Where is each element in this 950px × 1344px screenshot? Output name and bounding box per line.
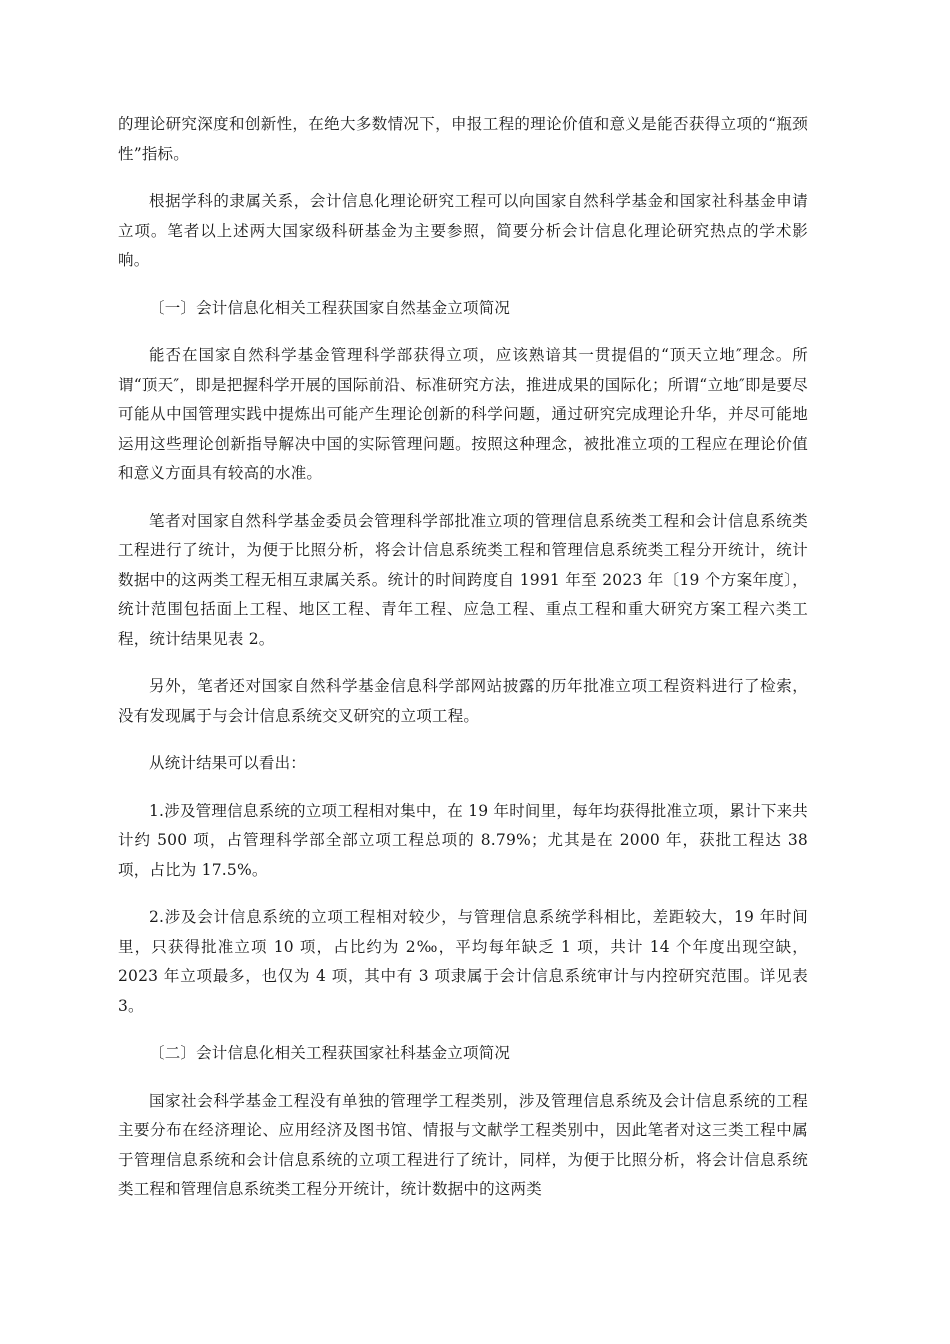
- paragraph-continuation: 的理论研究深度和创新性，在绝大多数情况下，申报工程的理论价值和意义是能否获得立项的“瓶颈性”指标。: [118, 115, 808, 163]
- paragraph-results-intro: 从统计结果可以看出：: [149, 754, 307, 772]
- section-heading-nsfc: 〔一〕会计信息化相关工程获国家自然基金立项简况: [149, 298, 511, 317]
- section-heading-nssf: 〔二〕会计信息化相关工程获国家社科基金立项简况: [149, 1044, 511, 1062]
- paragraph-nsfc-statistics: 笔者对国家自然科学基金委员会管理科学部批准立项的管理信息系统类工程和会计信息系统类工程进行了统计，为便于比照分析，将会计信息系统类工程和管理信息系统类工程分开统计，统计数据中的这两类工程无相互隶属关系。统计的时间跨度自 1991 年至 2023 年〔19 个方案年度〕，统计范围包括面上工程、地区工程、青年工程、应急工程、重点工程和重大研究方案工程六类工程，统计结果见表 2。: [118, 511, 808, 648]
- paragraph-funding-sources: 根据学科的隶属关系，会计信息化理论研究工程可以向国家自然科学基金和国家社科基金申请立项。笔者以上述两大国家级科研基金为主要参照，简要分析会计信息化理论研究热点的学术影响。: [118, 192, 808, 269]
- paragraph-info-science-search: 另外，笔者还对国家自然科学基金信息科学部网站披露的历年批准立项工程资料进行了检索，没有发现属于与会计信息系统交叉研究的立项工程。: [118, 677, 808, 725]
- document-page: [118, 110, 808, 1223]
- paragraph-nssf-statistics: 国家社会科学基金工程没有单独的管理学工程类别，涉及管理信息系统及会计信息系统的工程主要分布在经济理论、应用经济及图书馆、情报与文献学工程类别中，因此笔者对这三类工程中属于管理信息系统和会计信息系统的立项工程进行了统计，同样，为便于比照分析，将会计信息系统类工程和管理信息系统类工程分开统计，统计数据中的这两类: [118, 1091, 808, 1198]
- paragraph-finding-2: 2.涉及会计信息系统的立项工程相对较少，与管理信息系统学科相比，差距较大，19 年时间里，只获得批准立项 10 项，占比约为 2‰，平均每年缺乏 1 项，共计 14 个年度出现空缺，2023 年立项最多，也仅为 4 项，其中有 3 项隶属于会计信息系统审计与内控研究范围。详见表 3。: [118, 908, 808, 1015]
- paragraph-finding-1: 1.涉及管理信息系统的立项工程相对集中，在 19 年时间里，每年均获得批准立项，累计下来共计约 500 项，占管理科学部全部立项工程总项的 8.79%；尤其是在 2000 年，获批工程达 38 项，占比为 17.5%。: [118, 801, 808, 879]
- paragraph-nsfc-philosophy: 能否在国家自然科学基金管理科学部获得立项，应该熟谙其一贯提倡的“顶天立地″理念。所谓“顶天″，即是把握科学开展的国际前沿、标准研究方法，推进成果的国际化；所谓“立地″即是要尽可能从中国管理实践中提炼出可能产生理论创新的科学问题，通过研究完成理论升华，并尽可能地运用这些理论创新指导解决中国的实际管理问题。按照这种理念，被批准立项的工程应在理论价值和意义方面具有较高的水准。: [118, 346, 808, 482]
